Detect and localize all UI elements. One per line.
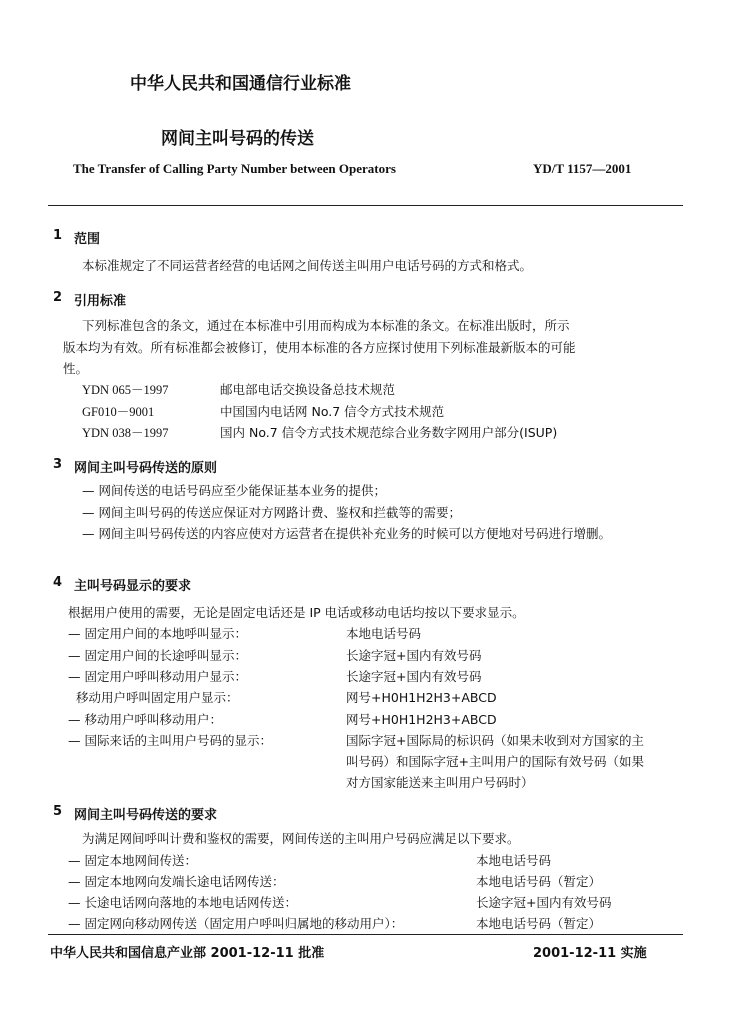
document-title-cn: 网间主叫号码的传送 — [161, 129, 314, 149]
section-2-body-line3: 性。 — [63, 361, 89, 376]
transfer-rule-value: 长途字冠+国内有效号码 — [476, 895, 612, 910]
display-rule-value: 长途字冠+国内有效号码 — [346, 669, 482, 684]
display-rule-label: — 固定用户间的长途呼叫显示： — [68, 648, 247, 663]
transfer-rule-label: — 长途电话网向落地的本地电话网传送： — [68, 895, 297, 910]
display-rule-label: — 固定用户呼叫移动用户显示： — [68, 669, 247, 684]
section-2-body-line1: 下列标准包含的条文，通过在本标准中引用而构成为本标准的条文。在标准出版时，所示 — [82, 318, 570, 333]
section-1-title: 范围 — [74, 232, 101, 247]
section-3-title: 网间主叫号码传送的原则 — [74, 461, 218, 476]
standard-number: YD/T 1157—2001 — [533, 161, 632, 176]
ref-code: YDN 065－1997 — [82, 383, 169, 397]
section-4-number: 4 — [53, 575, 63, 590]
transfer-rule-label: — 固定本地网间传送： — [68, 853, 197, 868]
transfer-rule-label: — 固定网向移动网传送（固定用户呼叫归属地的移动用户）： — [68, 916, 404, 931]
ref-code: GF010－9001 — [82, 405, 155, 419]
implementation-date: 2001-12-11 实施 — [533, 946, 647, 961]
org-title: 中华人民共和国通信行业标准 — [130, 74, 351, 94]
transfer-rule-label: — 固定本地网向发端长途电话网传送： — [68, 874, 285, 889]
section-1-number: 1 — [53, 228, 63, 243]
footer-divider — [48, 934, 683, 935]
section-5-title: 网间主叫号码传送的要求 — [74, 808, 218, 823]
transfer-rule-value: 本地电话号码（暂定） — [476, 916, 602, 931]
display-rule-label: — 固定用户间的本地呼叫显示： — [68, 626, 247, 641]
display-rule-value: 长途字冠+国内有效号码 — [346, 648, 482, 663]
section-2-body-line2: 版本均为有效。所有标准都会被修订，使用本标准的各方应探讨使用下列标准最新版本的可能 — [63, 340, 576, 355]
display-rule-value: 国际字冠+国际局的标识码（如果未收到对方国家的主 — [346, 733, 644, 748]
transfer-rule-value: 本地电话号码（暂定） — [476, 874, 602, 889]
display-rule-value-cont: 叫号码）和国际字冠+主叫用户的国际有效号码（如果 — [346, 754, 644, 769]
ref-title: 中国国内电话网 No.7 信令方式技术规范 — [220, 404, 445, 419]
section-5-intro: 为满足网间呼叫计费和鉴权的需要，网间传送的主叫用户号码应满足以下要求。 — [82, 831, 520, 846]
display-rule-value-cont: 对方国家能送来主叫用户号码时） — [346, 775, 534, 790]
display-rule-label: — 国际来话的主叫用户号码的显示： — [68, 733, 272, 748]
section-4-title: 主叫号码显示的要求 — [74, 579, 192, 594]
section-3-number: 3 — [53, 457, 63, 472]
list-item: — 网间主叫号码传送的内容应使对方运营者在提供补充业务的时候可以方便地对号码进行增删。 — [82, 526, 611, 541]
section-2-number: 2 — [53, 290, 63, 305]
display-rule-label: 移动用户呼叫固定用户显示： — [68, 690, 239, 705]
display-rule-value: 网号+H0H1H2H3+ABCD — [346, 712, 497, 727]
display-rule-value: 本地电话号码 — [346, 626, 422, 641]
section-5-number: 5 — [53, 804, 63, 819]
section-2-title: 引用标准 — [74, 294, 127, 309]
ref-title: 国内 No.7 信令方式技术规范综合业务数字网用户部分(ISUP) — [220, 425, 558, 440]
document-title-en: The Transfer of Calling Party Number between Operators — [73, 161, 396, 176]
ref-code: YDN 038－1997 — [82, 426, 169, 440]
ref-title: 邮电部电话交换设备总技术规范 — [220, 382, 396, 397]
section-4-intro: 根据用户使用的需要，无论是固定电话还是 IP 电话或移动电话均按以下要求显示。 — [68, 605, 525, 620]
section-1-body: 本标准规定了不同运营者经营的电话网之间传送主叫用户电话号码的方式和格式。 — [82, 258, 533, 273]
header-divider — [48, 205, 683, 206]
list-item: — 网间主叫号码的传送应保证对方网路计费、鉴权和拦截等的需要； — [82, 505, 461, 520]
transfer-rule-value: 本地电话号码 — [476, 853, 552, 868]
display-rule-value: 网号+H0H1H2H3+ABCD — [346, 690, 497, 705]
list-item: — 网间传送的电话号码应至少能保证基本业务的提供； — [82, 483, 386, 498]
display-rule-label: — 移动用户呼叫移动用户： — [68, 712, 222, 727]
approval-statement: 中华人民共和国信息产业部 2001-12-11 批准 — [50, 946, 325, 961]
